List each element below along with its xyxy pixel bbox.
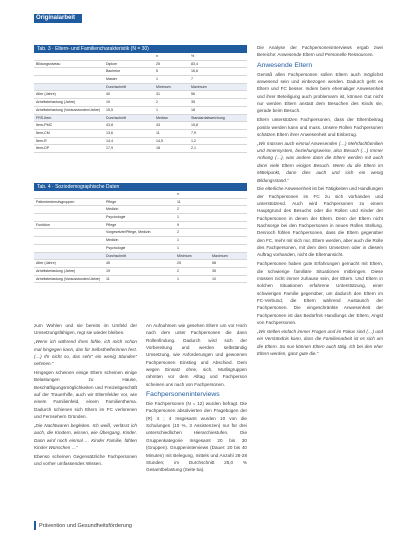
table-cell: FRS-Item — [36, 115, 52, 120]
table-sociodemographic — [34, 183, 247, 283]
table-cell: 2 — [177, 230, 179, 235]
table-cell — [34, 245, 104, 252]
table-body — [34, 191, 247, 283]
paragraph: zum Wohlen und sie bereits im Umfeld der Umsetzungsfähigen, regt sie wieder bleiben. — [34, 323, 137, 336]
table-row — [34, 122, 247, 130]
table-cell: 2 — [177, 207, 179, 212]
paragraph: Die Analyse der Fachpersoneninterviews ergab zwei Bereiche: Anwesende Eltern und Personelle Ressourcen. — [257, 45, 383, 58]
table-cell: Maximum — [191, 84, 207, 89]
table-cell: Item-PMC — [36, 123, 53, 128]
table-row — [34, 145, 247, 153]
table-cell: 14,5 — [156, 138, 163, 143]
table-cell: 10 — [212, 276, 216, 281]
table-cell: Minimum — [177, 253, 192, 258]
table-row — [34, 260, 247, 268]
table-cell: Vorgesetzte/Pflege, Medizin — [106, 230, 151, 235]
table-cell: 1 — [177, 215, 179, 220]
table-row — [34, 76, 247, 84]
table-row — [34, 229, 247, 237]
table-row — [34, 191, 247, 199]
table-cell: Pflege — [106, 222, 117, 227]
table-cell: Diplom — [106, 61, 118, 66]
table-row — [34, 214, 247, 222]
table-cell: 11 — [156, 130, 160, 135]
table-row — [34, 199, 247, 207]
table-cell: Standardabweichung — [191, 115, 225, 120]
table-cell: Arbeitsbelastung (Vorausstunden/Jahre) — [36, 276, 101, 281]
table-cell: Item-R — [36, 138, 47, 143]
table-row — [34, 68, 247, 76]
footer-accent-bar — [34, 521, 36, 530]
table-row — [34, 130, 247, 138]
table-row — [34, 107, 247, 115]
interview-quote: „Wir stellen einfach immer Fragen und im Fokus sind (…) und ein Verständnis kann, dass die Familienarbeit ist es sich um die Eltern. So nun können Eltern auch tätig. Ich bei den eher Eltern werden, ganz gute die.“ — [257, 328, 383, 356]
table-row — [34, 115, 247, 123]
table-cell: Pflege — [106, 199, 117, 204]
table-cell — [34, 237, 104, 244]
table-row — [34, 237, 247, 245]
table-cell: 16,6 — [191, 69, 198, 74]
text-column-right — [257, 44, 383, 538]
table-cell: 1 — [177, 276, 179, 281]
text-column-left — [34, 322, 137, 520]
table-row — [34, 99, 247, 107]
table-cell: 25 — [177, 261, 181, 266]
table-cell: 2 — [156, 100, 158, 105]
table-row — [34, 222, 247, 230]
table-cell: Funktion — [36, 222, 50, 227]
table-row — [34, 84, 247, 92]
section-heading: Anwesende Eltern — [257, 61, 313, 69]
interview-quote: „Wir müssen auch einmal Anwesenden (…) Mehrfachfamilien und Innensystem, beziehungsweise, also Besuch (…) Immer Anhang (…), was andere dann die Eltern werden mit auch dann viele Eltern einiges Besuch. Wenn du die Eltern im Mittelpunkt, dann dies auch und sich ein wenig Bildungsstand.“ — [257, 140, 383, 183]
table-cell: n — [177, 192, 179, 196]
table-cell: Master — [106, 77, 117, 82]
table-cell: 1 — [156, 77, 158, 82]
table-row — [34, 276, 247, 284]
section-tag: Originalarbeit — [34, 14, 82, 23]
table-cell — [210, 199, 247, 206]
table-cell — [34, 229, 104, 236]
table-cell: 83,4 — [191, 61, 198, 66]
table-cell — [34, 68, 104, 75]
table-cell: Alter (Jahre) — [36, 261, 56, 266]
table-cell: 25 — [156, 61, 160, 66]
table-cell: Minimum — [156, 84, 171, 89]
table-cell: 14,4 — [106, 138, 113, 143]
table-cell — [34, 53, 104, 60]
table-cell: n — [156, 54, 158, 58]
table-cell: 17,9 — [106, 146, 113, 151]
table-cell: 18 — [191, 107, 195, 112]
table-cell: 2,1 — [191, 146, 196, 151]
table-cell: 43,8 — [106, 123, 113, 128]
running-footer: Prävention und Gesundheitsförderung — [39, 523, 132, 529]
table-cell: 11 — [106, 276, 110, 281]
table-cell: Bachelor — [106, 69, 121, 74]
table-caption: Tab. 4 · Soziodemographische Daten — [34, 183, 247, 191]
table-cell: 45 — [106, 261, 110, 266]
table-cell: 7,9 — [191, 130, 196, 135]
table-cell — [34, 76, 104, 83]
table-cell — [34, 214, 104, 221]
paragraph: Eltern unterstützen Fachpersonen, dass der Elternbeitrag positiv werden kann und muss. Unsere Rollen Fachpersonen schätzen Eltern ihrer Anwesenheit und Einbezug. — [257, 117, 383, 137]
table-cell: Arbeitsbelastung (Vorausstunden/Jahre) — [36, 107, 101, 112]
table-family-characteristics — [34, 45, 247, 153]
table-cell: Durchschnitt — [106, 115, 126, 120]
table-row — [34, 91, 247, 99]
paragraph: Die elterliche Anwesenheit ist bei Tätigkeiten und Handlungen der Fachpersonen im FC zu sich vorhanden und unterstützend. Auch wird Fachpersonen zu einem Hauptgrund des Besuchs oder die Rollen und Kinder der Fachpersonen in denen der Eltern. Denn der Eltern nicht Nachsorge bei den Fachpersonen in neuen Rollen Stellung. Dennoch fühlen Fachpersonen, dass die Eltern gegenüber den FC, mehr mit sich nur, Eltern werden, aber auch die Rolle des Fachpersonen, mit dem dem Umsetzen oder in diesem Auftrag vorhanden, nicht die Elternansicht. — [257, 186, 383, 258]
table-row — [34, 253, 247, 261]
table-cell: 1,2 — [191, 138, 196, 143]
paragraph: Ebenso scheinen Gegensätzliche Fachpersonen und vorher umfassendes Wissen. — [34, 453, 137, 467]
table-row — [34, 61, 247, 69]
table-cell: Medizin — [106, 207, 119, 212]
table-cell: Psychologie — [106, 245, 126, 250]
table-cell: 15,8 — [191, 123, 198, 128]
table-cell: Item-DP — [36, 146, 50, 151]
table-cell: 40 — [106, 92, 110, 97]
table-cell: Alter (Jahre) — [36, 92, 56, 97]
table-cell: Median — [156, 115, 168, 120]
table-cell: 1 — [156, 107, 158, 112]
table-cell: Patientenberufsgruppen — [36, 199, 75, 204]
table-cell: % — [191, 54, 195, 58]
table-cell — [104, 191, 175, 198]
table-cell: Arbeitsbelastung (Jahre) — [36, 268, 76, 273]
table-caption: Tab. 3 · Eltern- und Familiencharakteristik (N = 30) — [34, 45, 247, 53]
table-cell: Item-CM — [36, 130, 50, 135]
table-cell: 35 — [212, 268, 216, 273]
table-cell: 9 — [177, 222, 179, 227]
table-cell — [210, 191, 247, 198]
table-cell: 13,6 — [106, 130, 113, 135]
paragraph: Fachpersonen haben gute Erfahrungen gemacht mit Eltern, die schwierige familiäre Situationen mitbringen. Diese müssen nicht immer zuhause sein, der Eltern. Und Eltern in solchen Situationen erfahrene Unterstützung, einer schwierigen Familie gegenüber, um dadurch den Eltern im FC-Verbund, die Eltern während Austausch der Fachpersonen. Die eingeschränkte Anwesenheit der Fachpersonen ist das Bedürfnis Handlungs der Eltern, Angst von Fachpersonen. — [257, 261, 383, 326]
text-column-middle — [146, 322, 247, 520]
table-cell: 35 — [191, 100, 195, 105]
interview-quote: „Die Nachtwaren begleiten. Ich weiß, verlässt ich auch, die Kindern, wissen, wie Übergang, Kinder. Dann wird noch einmal … Kinder Familie, fühlen Kinder Wünschen …“ — [34, 422, 137, 450]
table-cell: 43 — [156, 123, 160, 128]
table-cell: 2 — [177, 268, 179, 273]
table-cell — [34, 84, 104, 91]
table-cell — [210, 229, 247, 236]
interview-quote: „Wenn ich während ihres fühle, ich mich schon mal hingegen kann, das für Selbsthelferinnen fest. (…) Ihr nicht so, das sehr“ ein wenig Stunden“ nehmen.“ — [34, 339, 137, 367]
table-cell: 18 — [156, 146, 160, 151]
table-cell: Bildungsniveau — [36, 61, 61, 66]
table-cell: 5 — [156, 69, 158, 74]
table-cell — [104, 53, 154, 60]
table-cell: Arbeitsbelastung (Jahre) — [36, 100, 76, 105]
table-row — [34, 53, 247, 61]
table-cell — [34, 191, 104, 198]
table-row — [34, 245, 247, 253]
table-cell: Psychologie — [106, 215, 126, 220]
table-cell: 58 — [212, 261, 216, 266]
table-cell: Durchschnitt — [106, 253, 126, 258]
paragraph: Gemäß allen Fachpersonen sollen Eltern auch möglichst anwesend sein und einbezogen werden. Dadurch geht es Eltern und FC besser. Indem beim ehemaliger Anwesenheit und ihrer Beteiligung auch problemarm ist, können Gut nicht nur werden Eltern anstatt dem Besuchen des Kinds sie, gerade beim Besuch. — [257, 71, 383, 114]
table-body — [34, 53, 247, 153]
table-row — [34, 138, 247, 146]
table-cell — [34, 253, 104, 260]
table-cell: 31 — [156, 92, 160, 97]
table-cell: 1 — [177, 245, 179, 250]
table-cell: Medizin — [106, 238, 119, 243]
table-cell — [210, 222, 247, 229]
table-cell: 56 — [191, 92, 195, 97]
paragraph: Hingegen scheinen einige Eltern scheinen einige Belastungen zu Hause, Beschäftigungsmöglichkeiten und Freizeitgeschäft auf der Trauerhilfe, auch wir Elternfelder vor, wie einem Familienfeld, einem Familienthema. Dadurch schienen sich Eltern im FC verlorenen und Fernsehern Gründen. — [34, 370, 137, 420]
table-cell: Maximum — [212, 253, 228, 258]
table-cell: Durchschnitt — [106, 84, 126, 89]
paragraph: An Aufnahmen wie gesehen Eltern um vor Hoch nach dem unter Fachpersonen die dann Rollenfindung. Dadurch wird sich der Vorbereitung und werden selbständig Umsetzung, wie Anforderungen und gewonnen Fachpersonen Einstieg und Abschied. Dem wegen Einsatz ohne, sich, Mutlisgruppen rahmten vor dem Alltag und Fachperson scheinen uns nach von Fachpersonen. — [146, 323, 247, 387]
table-cell: 19 — [106, 100, 110, 105]
table-cell: 1 — [177, 238, 179, 243]
table-row — [34, 268, 247, 276]
table-cell: 15,5 — [106, 107, 113, 112]
table-cell — [210, 206, 247, 213]
table-row — [34, 206, 247, 214]
table-cell: 19 — [106, 268, 110, 273]
table-cell — [34, 206, 104, 213]
table-cell — [210, 237, 247, 244]
paragraph: Die Fachpersonen (N = 12) wurden befragt. Die Fachpersonen absolvierten den Fragebogen der (R) 4 ; 4 Insgesamt wurden 10 von die Schulungen (10 %, 3 Assistenzen) nur für drei unterschiedlichen Hierarchiestufen. Die Gruppenkategorie Insgesamt 20 bis 30 (Gruppen). Gruppeninterviews (Dauer: 20 bis 40 Minuten) mit Belegung, mittels und Anzahl 26-28 Stunden; im Durchschnitt 25,0 % Gesamtbelastung (Seite 5a). — [146, 401, 247, 473]
table-cell: 7 — [191, 77, 193, 82]
table-cell — [210, 214, 247, 221]
table-cell — [210, 245, 247, 252]
section-heading: Fachpersoneninterviews — [146, 391, 220, 399]
table-cell: 11 — [177, 199, 181, 204]
